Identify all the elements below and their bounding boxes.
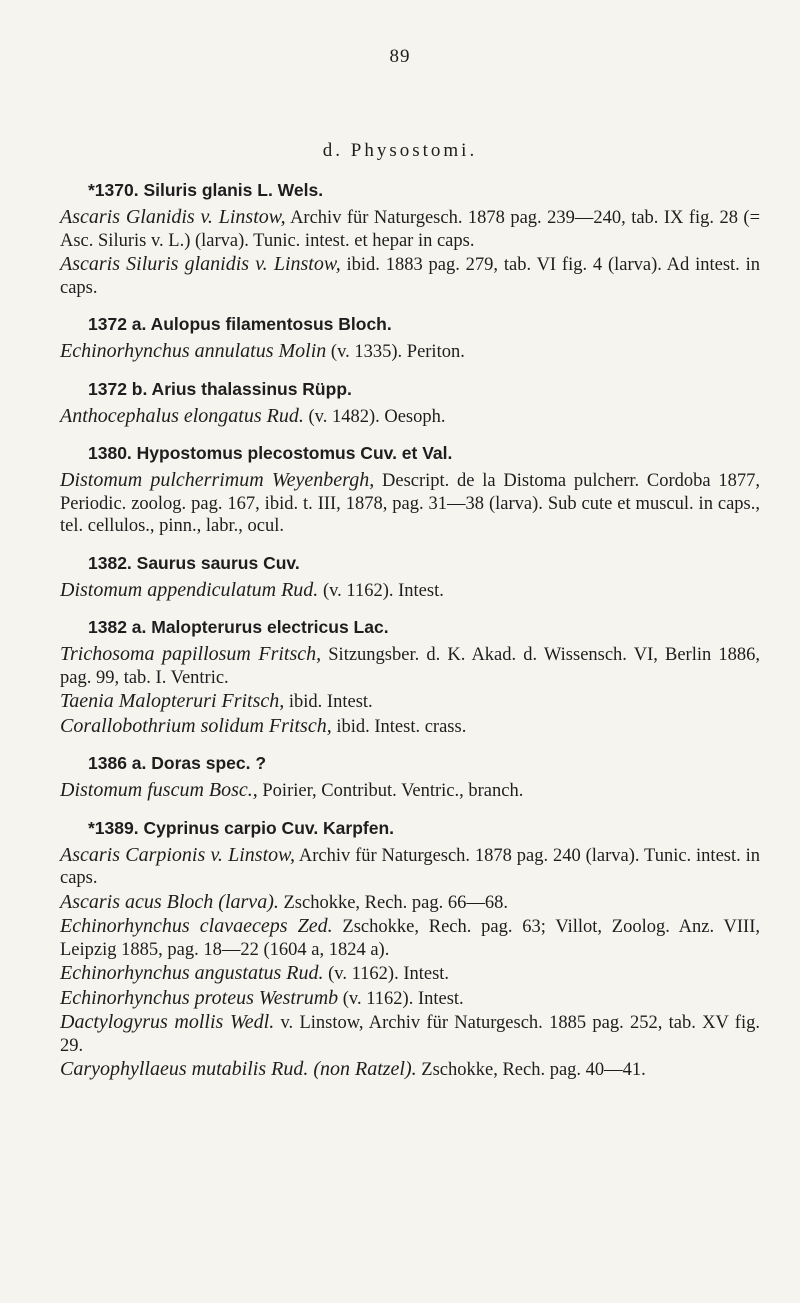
parasite-record: [60, 206, 760, 252]
parasite-record: [60, 253, 760, 299]
record-citation: (v. 1162). Intest.: [338, 988, 464, 1009]
parasite-name: Ascaris Glanidis v. Linstow,: [60, 206, 286, 228]
parasite-record: [60, 915, 760, 961]
host-species-heading: 1380. Hypostomus plecostomus Cuv. et Val.: [88, 443, 453, 463]
host-species-heading: *1389. Cyprinus carpio Cuv. Karpfen.: [88, 817, 395, 838]
record-citation: v. Linstow, Archiv für Naturgesch. 1885 pag. 252, tab. XV fig. 29.: [60, 1013, 760, 1056]
parasite-record: [60, 340, 760, 364]
page-number: 89: [389, 46, 411, 67]
parasite-name: Corallobothrium solidum Fritsch,: [60, 714, 332, 737]
section-heading: d. Physostomi.: [322, 140, 478, 161]
parasite-record: [60, 1011, 760, 1057]
host-entry: [60, 551, 760, 603]
parasite-name: Ascaris Siluris glanidis v. Linstow,: [60, 253, 341, 275]
parasite-record: [60, 579, 760, 603]
record-citation: Descript. de la Distoma pulcherr. Cordoba 1877, Periodic. zoolog. pag. 167, ibid. t. III, 1878, pag. 31—38 (larva). Sub cute et muscul. in caps., tel. cellulos., pinn., labr., ocul.: [60, 471, 761, 536]
parasite-name: Dactylogyrus mollis Wedl.: [60, 1011, 275, 1033]
host-entry: [60, 312, 760, 364]
parasite-record: [60, 469, 760, 538]
parasite-name: Ascaris acus Bloch (larva).: [60, 890, 279, 913]
parasite-name: Distomum fuscum Bosc.,: [60, 779, 258, 801]
host-entry: [60, 615, 760, 738]
host-species-heading: *1370. Siluris glanis L. Wels.: [88, 180, 324, 200]
host-entry: [60, 751, 760, 803]
record-citation: ibid. Intest.: [284, 692, 373, 712]
parasite-record: [60, 1058, 760, 1082]
host-species-heading: 1372 a. Aulopus filamentosus Bloch.: [88, 314, 392, 334]
host-species-heading: 1382 a. Malopterurus electricus Lac.: [88, 617, 389, 637]
record-citation: ibid. Intest. crass.: [331, 716, 467, 737]
record-citation: Archiv für Naturgesch. 1878 pag. 239—240, tab. IX fig. 28 (= Asc. Siluris v. L.) (larva). Tunic. intest. et hepar in caps.: [60, 208, 760, 251]
host-entry: [60, 816, 760, 1082]
record-citation: (v. 1482). Oesoph.: [303, 406, 446, 427]
parasite-name: Echinorhynchus angustatus Rud.: [60, 962, 324, 984]
parasite-record: [60, 779, 760, 803]
host-species-heading: 1382. Saurus saurus Cuv.: [88, 552, 300, 573]
host-entry: [60, 377, 760, 429]
parasite-record: [60, 844, 760, 890]
record-citation: Poirier, Contribut. Ventric., branch.: [257, 781, 524, 801]
parasite-record: [60, 962, 760, 986]
parasite-record: [60, 690, 760, 714]
record-citation: Zschokke, Rech. pag. 66—68.: [278, 892, 509, 913]
parasite-name: Echinorhynchus proteus Westrumb: [60, 986, 339, 1009]
record-citation: (v. 1162). Intest.: [323, 964, 450, 984]
parasite-name: Ascaris Carpionis v. Linstow,: [60, 843, 296, 866]
parasite-name: Anthocephalus elongatus Rud.: [60, 404, 304, 427]
body-text: [60, 178, 760, 1095]
host-species-heading: 1386 a. Doras spec. ?: [88, 753, 267, 773]
parasite-name: Distomum appendiculatum Rud.: [60, 578, 319, 601]
parasite-record: [60, 715, 760, 739]
host-species-heading: 1372 b. Arius thalassinus Rüpp.: [88, 378, 352, 399]
record-citation: Archiv für Naturgesch. 1878 pag. 240 (larva). Tunic. intest. in caps.: [60, 845, 760, 888]
record-citation: Sitzungsber. d. K. Akad. d. Wissensch. VI, Berlin 1886, pag. 99, tab. I. Ventric.: [60, 645, 760, 688]
parasite-record: [60, 643, 760, 689]
parasite-record: [60, 405, 760, 429]
parasite-name: Trichosoma papillosum Fritsch,: [60, 643, 322, 665]
parasite-name: Echinorhynchus annulatus Molin: [60, 340, 327, 362]
record-citation: Zschokke, Rech. pag. 40—41.: [416, 1060, 646, 1080]
record-citation: (v. 1335). Periton.: [326, 342, 465, 362]
host-entry: [60, 441, 760, 538]
parasite-name: Taenia Malopteruri Fritsch,: [60, 690, 285, 712]
parasite-record: [60, 891, 760, 915]
record-citation: ibid. 1883 pag. 279, tab. VI fig. 4 (larva). Ad intest. in caps.: [60, 255, 760, 298]
parasite-record: [60, 987, 760, 1011]
record-citation: (v. 1162). Intest.: [318, 580, 444, 601]
parasite-name: Echinorhynchus clavaeceps Zed.: [60, 915, 333, 937]
host-entry: [60, 178, 760, 299]
parasite-name: Caryophyllaeus mutabilis Rud. (non Ratzel).: [60, 1058, 417, 1080]
record-citation: Zschokke, Rech. pag. 63; Villot, Zoolog. Anz. VIII, Leipzig 1885, pag. 18—22 (1604 a, 1824 a).: [60, 917, 760, 960]
parasite-name: Distomum pulcherrimum Weyenbergh,: [60, 469, 375, 491]
